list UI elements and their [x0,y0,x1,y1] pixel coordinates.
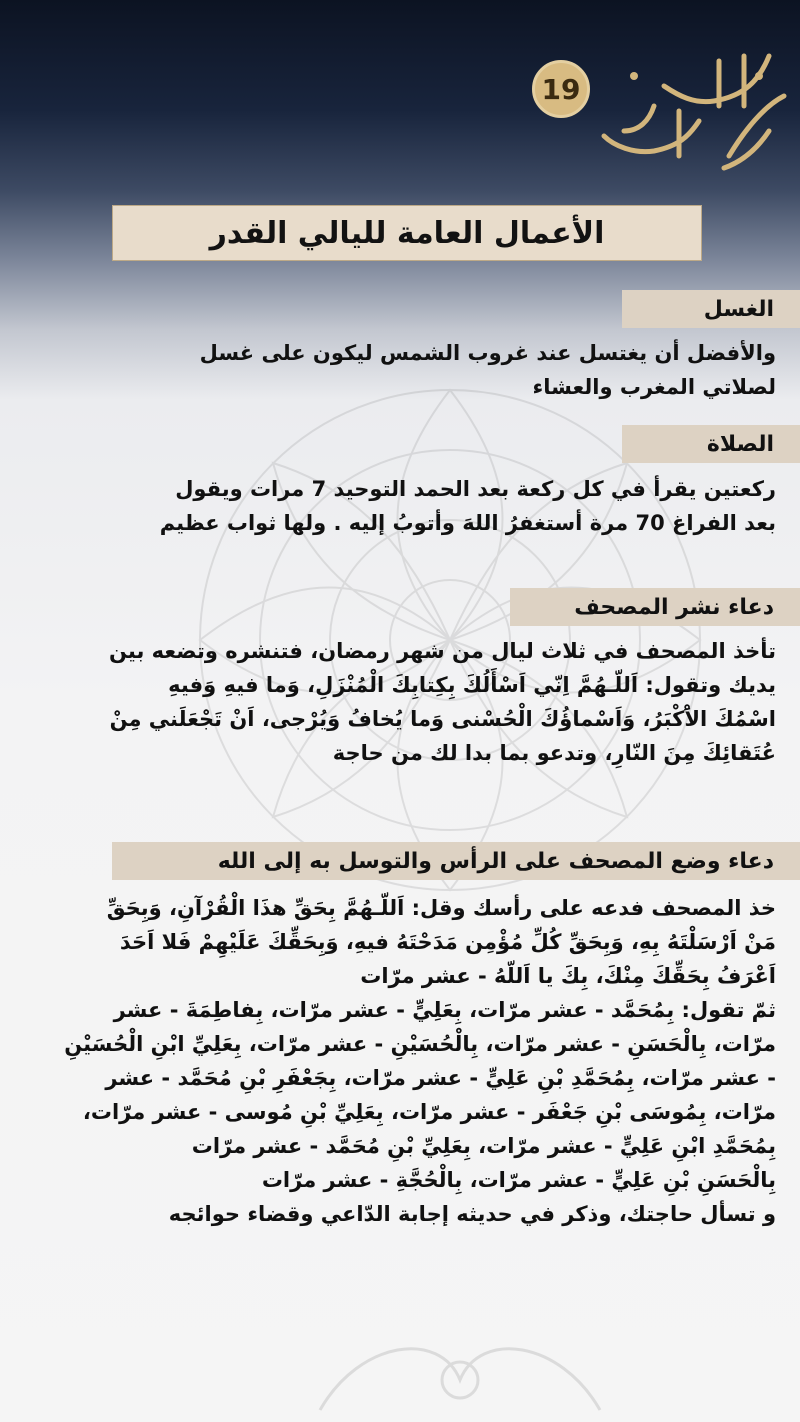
section-heading-label: الصلاة [706,431,774,457]
text-line: - عشر مرّات، بِمُحَمَّدِ بْنِ عَلِيٍّ - عشر مرّات، بِجَعْفَرِ بْنِ مُحَمَّد - عشر [105,1066,776,1090]
section-heading-dua-wad-mushaf [112,842,800,880]
page-title-box [112,205,702,261]
section-heading-salat [622,425,800,463]
text-line: بِالْحَسَنِ بْنِ عَلِيٍّ - عشر مرّات، بِالْحُجَّةِ - عشر مرّات [261,1168,776,1192]
section-heading-ghusl [622,290,800,328]
text-line: مَنْ اَرْسَلْتَهُ بِهِ، وَبِحَقِّ كُلِّ مُؤْمِن مَدَحْتَهُ فيهِ، وَبِحَقِّكَ عَلَيْهِمْ فَلا اَحَدَ [119,930,776,954]
text-line: و تسأل حاجتك، وذكر في حديثه إجابة الدّاعي وقضاء حوائجه [168,1202,776,1226]
section-text-dua-wad-mushaf [24,891,776,1231]
laylat-al-qadr-calligraphy-logo [594,36,794,176]
text-line: عُتَقائِكَ مِنَ النّارِ، وتدعو بما بدا لك من حاجة [332,741,776,765]
text-line: خذ المصحف فدعه على رأسك وقل: اَللّـهُمَّ بِحَقِّ هذَا الْقُرْآنِ، وَبِحَقِّ [106,896,776,920]
text-line: مرّات، بِالْحَسَنِ - عشر مرّات، بِالْحُسَيْنِ - عشر مرّات، بِعَلِيِّ ابْنِ الْحُسَيْنِ [64,1032,776,1056]
section-heading-label: دعاء نشر المصحف [574,594,774,620]
night-number: 19 [541,72,581,106]
section-text-ghusl [24,336,776,404]
text-line: اسْمُكَ الاَْكْبَرُ، وَاَسْماؤُكَ الْحُسْنى وَما يُخافُ وَيُرْجى، اَنْ تَجْعَلَني مِنْ [109,707,776,731]
text-line: مرّات، بِمُوسَى بْنِ جَعْفَر - عشر مرّات، بِعَلِيِّ بْنِ مُوسى - عشر مرّات، [82,1100,776,1124]
section-text-salat [24,472,776,540]
section-heading-dua-nashr-mushaf [510,588,800,626]
text-line: ركعتين يقرأ في كل ركعة بعد الحمد التوحيد 7 مرات ويقول [175,477,776,501]
section-heading-label: الغسل [703,296,774,322]
text-line: يديك وتقول: اَللّـهُمَّ اِنّي اَسْأَلُكَ بِكِتابِكَ الْمُنْزَلِ، وَما فيهِ وَفيهِ [168,673,776,697]
text-line: بِمُحَمَّدِ ابْنِ عَلِيٍّ - عشر مرّات، بِعَلِيِّ بْنِ مُحَمَّد - عشر مرّات [191,1134,776,1158]
section-heading-label: دعاء وضع المصحف على الرأس والتوسل به إلى الله [217,848,774,874]
night-number-badge [532,60,590,118]
text-line: بعد الفراغ 70 مرة أستغفرُ اللهَ وأتوبُ إليه . ولها ثواب عظيم [159,511,776,535]
text-line: لصلاتي المغرب والعشاء [532,375,776,399]
text-line: اَعْرَفُ بِحَقِّكَ مِنْكَ، بِكَ يا اَللّهُ - عشر مرّات [360,964,776,988]
text-line: ثمّ تقول: بِمُحَمَّد - عشر مرّات، بِعَلِيٍّ - عشر مرّات، بِفاطِمَةَ - عشر [113,998,776,1022]
text-line: والأفضل أن يغتسل عند غروب الشمس ليكون على غسل [199,341,776,365]
text-line: تأخذ المصحف في ثلاث ليال من شهر رمضان، فتنشره وتضعه بين [109,639,776,663]
section-text-dua-nashr-mushaf [24,634,776,770]
page-title: الأعمال العامة لليالي القدر [209,215,605,251]
bottom-ornament [300,1320,620,1420]
